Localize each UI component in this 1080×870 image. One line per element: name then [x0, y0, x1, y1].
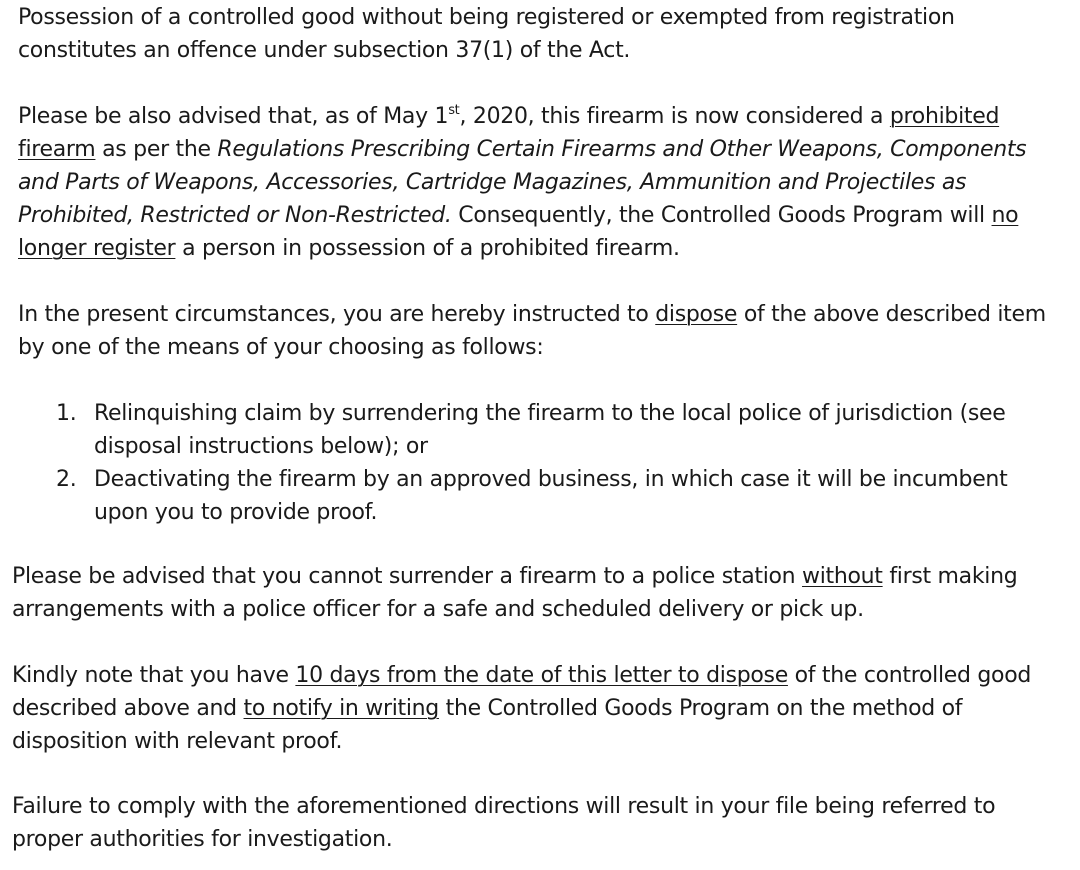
- warning-text: first making: [882, 564, 1018, 589]
- paragraph-prohibited-notice: [18, 100, 1026, 265]
- deadline-line-2: [12, 692, 1031, 725]
- list-line: Deactivating the firearm by an approved business, in which case it will be incumbent: [94, 467, 1008, 492]
- paragraph-surrender-warning: [12, 560, 1017, 626]
- dispose-instruction-line-2: by one of the means of your choosing as follows:: [18, 335, 544, 360]
- prohibited-notice-line-5: [18, 232, 1026, 265]
- underlined-longer-register: longer register: [18, 236, 176, 261]
- list-body: [94, 397, 1006, 463]
- paragraph-dispose-instruction: [18, 298, 1046, 364]
- instruction-text: of the above described item: [737, 302, 1046, 327]
- warning-text: Please be advised that you cannot surrender a firearm to a police station: [12, 564, 803, 589]
- ordinal-suffix: st: [448, 103, 460, 118]
- list-line: upon you to provide proof.: [94, 500, 378, 525]
- paragraph-offence-line-2: constitutes an offence under subsection 37(1) of the Act.: [18, 38, 631, 63]
- underlined-no: no: [991, 203, 1019, 228]
- paragraph-offence-line-1: Possession of a controlled good without being registered or exempted from registration: [18, 5, 955, 30]
- failure-line-1: Failure to comply with the aforementioned directions will result in your file being referred to: [12, 794, 996, 819]
- underlined-notify-in-writing: to notify in writing: [243, 696, 439, 721]
- notice-text: a person in possession of a prohibited firearm.: [175, 236, 680, 261]
- underlined-ten-days: 10 days from the date of this letter to dispose: [295, 663, 788, 688]
- prohibited-notice-line-4: [18, 199, 1026, 232]
- list-line: Relinquishing claim by surrendering the firearm to the local police of jurisdiction (see: [94, 401, 1006, 426]
- list-line: disposal instructions below); or: [94, 434, 428, 459]
- surrender-warning-line-2: arrangements with a police officer for a safe and scheduled delivery or pick up.: [12, 597, 864, 622]
- notice-text: , 2020, this firearm is now considered a: [459, 104, 890, 129]
- failure-line-2: proper authorities for investigation.: [12, 827, 393, 852]
- list-number: 2.: [56, 467, 77, 492]
- deadline-text: the Controlled Goods Program on the method of: [438, 696, 963, 721]
- list-body: [94, 463, 1007, 529]
- instruction-text: In the present circumstances, you are hereby instructed to: [18, 302, 656, 327]
- deadline-text: Kindly note that you have: [12, 663, 296, 688]
- notice-text: Consequently, the Controlled Goods Program will: [451, 203, 992, 228]
- deadline-line-1: [12, 659, 1031, 692]
- notice-text: Please be also advised that, as of May 1: [18, 104, 449, 129]
- underlined-without: without: [802, 564, 883, 589]
- underlined-dispose: dispose: [655, 302, 738, 327]
- regulations-title: Prohibited, Restricted or Non-Restricted.: [18, 203, 452, 228]
- paragraph-failure-consequence: [12, 790, 995, 856]
- surrender-warning-line-1: [12, 560, 1017, 593]
- deadline-text: of the controlled good: [787, 663, 1032, 688]
- prohibited-notice-line-1: [18, 100, 1026, 133]
- deadline-text: described above and: [12, 696, 244, 721]
- deadline-line-3: disposition with relevant proof.: [12, 729, 343, 754]
- prohibited-notice-line-2: [18, 133, 1026, 166]
- regulations-title: and Parts of Weapons, Accessories, Cartridge Magazines, Ammunition and Projectiles as: [18, 170, 967, 195]
- list-number: 1.: [56, 401, 77, 426]
- underlined-firearm: firearm: [18, 137, 96, 162]
- underlined-prohibited: prohibited: [889, 104, 1000, 129]
- paragraph-deadline: [12, 659, 1031, 758]
- paragraph-offence: [18, 1, 955, 67]
- prohibited-notice-line-3: [18, 166, 1026, 199]
- dispose-instruction-line-1: [18, 298, 1046, 331]
- notice-text: as per the: [95, 137, 218, 162]
- regulations-title: Regulations Prescribing Certain Firearms and Other Weapons, Components: [217, 137, 1027, 162]
